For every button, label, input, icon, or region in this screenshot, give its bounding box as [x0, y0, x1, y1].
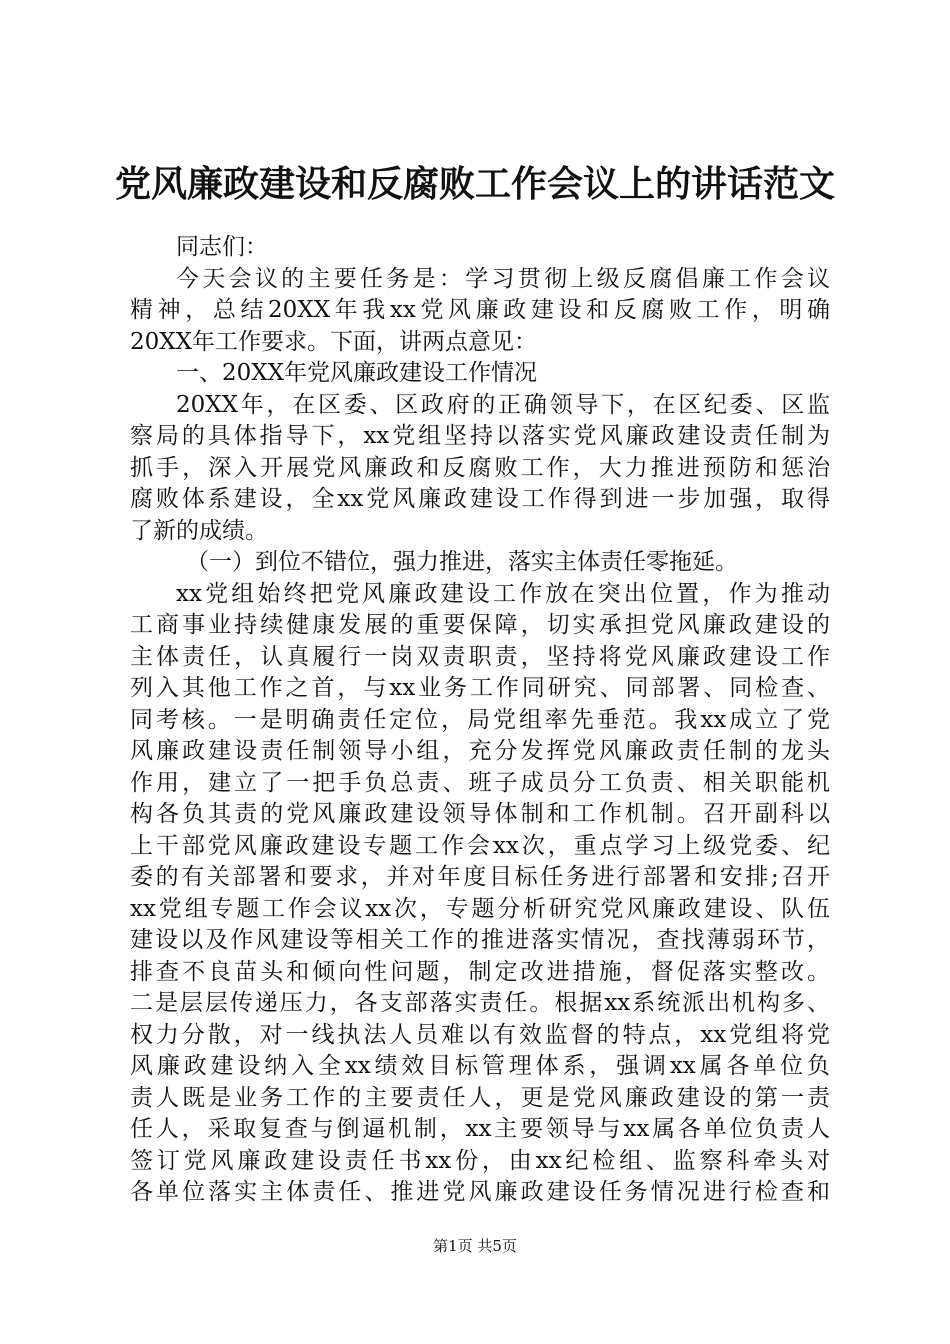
document-title: 党风廉政建设和反腐败工作会议上的讲话范文 [114, 163, 835, 205]
paragraph-line: 工商事业持续健康发展的重要保障，切实承担党风廉政建设的 [130, 612, 830, 638]
paragraph-line: 同考核。一是明确责任定位，局党组率先垂范。我xx成立了党 [130, 706, 830, 733]
paragraph-line: 委的有关部署和要求，并对年度目标任务进行部署和安排;召开 [130, 864, 830, 890]
paragraph-line: 列入其他工作之首，与xx业务工作同研究、同部署、同检查、 [130, 675, 830, 701]
subsection-heading: （一）到位不错位，强力推进，落实主体责任零拖延。 [186, 549, 738, 575]
paragraph-line: 签订党风廉政建设责任书xx份，由xx纪检组、监察科牵头对 [130, 1147, 830, 1174]
paragraph-line: xx党组专题工作会议xx次，专题分析研究党风廉政建设、队伍 [130, 895, 830, 922]
paragraph-line: 作用，建立了一把手负总责、班子成员分工负责、相关职能机 [130, 769, 830, 796]
paragraph-line: 了新的成绩。 [130, 517, 268, 544]
paragraph-line: 各单位落实主体责任、推进党风廉政建设任务情况进行检查和 [130, 1179, 830, 1205]
page-number: 第1页 共5页 [433, 1237, 517, 1255]
paragraph-line: 20XX年工作要求。下面，讲两点意见： [130, 328, 538, 355]
paragraph-line: 建设以及作风建设等相关工作的推进落实情况，查找薄弱环节， [130, 927, 830, 953]
paragraph-line: 抓手，深入开展党风廉政和反腐败工作，大力推进预防和惩治 [130, 454, 830, 481]
paragraph-line: 任人，采取复查与倒逼机制，xx主要领导与xx属各单位负责人 [130, 1116, 830, 1142]
paragraph-line: xx党组始终把党风廉政建设工作放在突出位置，作为推动 [176, 580, 830, 607]
salutation: 同志们： [176, 234, 268, 260]
paragraph-line: 上干部党风廉政建设专题工作会xx次，重点学习上级党委、纪 [130, 832, 830, 859]
document-body [130, 232, 830, 1209]
paragraph-line: 风廉政建设纳入全xx绩效目标管理体系，强调xx属各单位负 [130, 1053, 830, 1079]
paragraph-line: 主体责任，认真履行一岗双责职责，坚持将党风廉政建设工作 [130, 643, 830, 670]
paragraph-line: 构各负其责的党风廉政建设领导体制和工作机制。召开副科以 [130, 801, 830, 827]
paragraph-line: 精神，总结20XX年我xx党风廉政建设和反腐败工作，明确 [130, 297, 830, 323]
paragraph-line: 今天会议的主要任务是：学习贯彻上级反腐倡廉工作会议 [176, 265, 830, 292]
section-heading: 一、20XX年党风廉政建设工作情况 [176, 360, 538, 386]
paragraph-line: 责人既是业务工作的主要责任人，更是党风廉政建设的第一责 [130, 1084, 830, 1111]
paragraph-line: 排查不良苗头和倾向性问题，制定改进措施，督促落实整改。 [130, 958, 830, 985]
paragraph-line: 腐败体系建设，全xx党风廉政建设工作得到进一步加强，取得 [130, 486, 830, 512]
paragraph-line: 20XX年，在区委、区政府的正确领导下，在区纪委、区监 [176, 391, 830, 418]
paragraph-line: 察局的具体指导下，xx党组坚持以落实党风廉政建设责任制为 [130, 423, 830, 449]
paragraph-line: 风廉政建设责任制领导小组，充分发挥党风廉政责任制的龙头 [130, 738, 830, 764]
paragraph-line: 二是层层传递压力，各支部落实责任。根据xx系统派出机构多、 [130, 990, 830, 1016]
paragraph-line: 权力分散，对一线执法人员难以有效监督的特点，xx党组将党 [130, 1021, 830, 1048]
